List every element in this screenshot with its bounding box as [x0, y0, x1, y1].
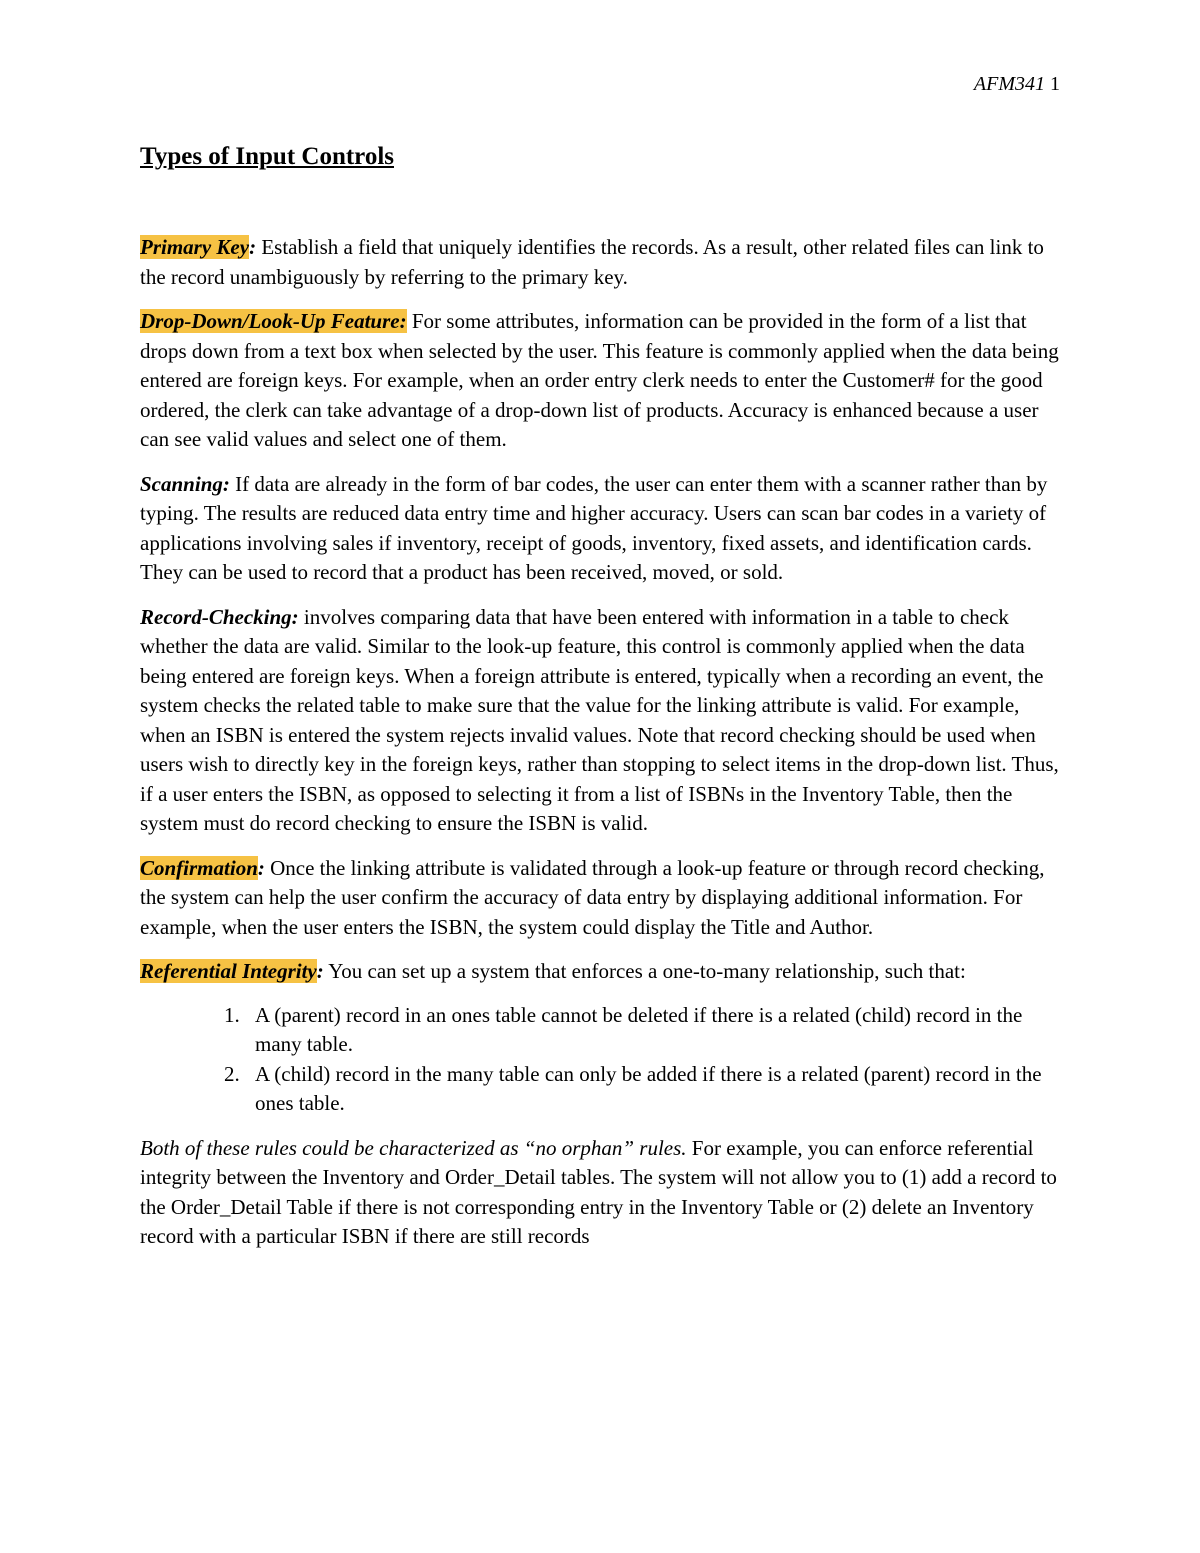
list-item: 1. A (parent) record in an ones table cannot be deleted if there is a related (child) record in the many table. — [245, 1001, 1070, 1060]
page-title: Types of Input Controls — [140, 143, 394, 170]
list-item: 2. A (child) record in the many table can only be added if there is a related (parent) record in the ones table. — [245, 1060, 1070, 1119]
term-record-checking: Record-Checking: — [140, 604, 299, 629]
section-scanning — [140, 470, 1070, 588]
section-record-checking — [140, 603, 1070, 839]
rules-list — [140, 1001, 1070, 1119]
document-body — [140, 233, 1070, 1267]
section-text: If data are already in the form of bar codes, the user can enter them with a scanner rather than by typing. The results are reduced data entry time and higher accuracy. Users can scan bar codes in a variety of applications involving sales if inventory, receipt of goods, inventory, fixed assets, and identification cards. They can be used to record that a product has been received, moved, or sold. — [140, 471, 1048, 584]
term-scanning: Scanning: — [140, 471, 230, 496]
term-colon: : — [399, 309, 407, 333]
section-text: Once the linking attribute is validated through a look-up feature or through record checking, the system can help the user confirm the accuracy of data entry by displaying additional information. For example, when the user enters the ISBN, the system could display the Title and Author. — [140, 855, 1045, 939]
course-code: AFM341 — [973, 73, 1045, 95]
section-primary-key — [140, 233, 1070, 292]
term-confirmation: Confirmation — [140, 855, 258, 880]
closing-paragraph — [140, 1134, 1070, 1252]
section-text: For some attributes, information can be provided in the form of a list that drops down from a text box when selected by the user. This feature is commonly applied when the data being entered are foreign keys. For example, when an order entry clerk needs to enter the Customer# for the good ordered, the clerk can take advantage of a drop-down list of products. Accuracy is enhanced because a user can see valid values and select one of them. — [140, 309, 1059, 451]
term-colon: : — [257, 855, 265, 880]
section-text: You can set up a system that enforces a one-to-many relationship, such that: — [323, 959, 966, 983]
section-text: involves comparing data that have been entered with information in a table to check whether the data are valid. Similar to the look-up feature, this control is commonly applied when the data being entered are foreign keys. When a foreign attribute is entered, typically when a recording an event, the system checks the related table to make sure that the value for the linking attribute is valid. For example, when an ISBN is entered the system rejects invalid values. Note that record checking should be used when users wish to directly key in the foreign keys, rather than stopping to select items in the drop-down list. Thus, if a user enters the ISBN, as opposed to selecting it from a list of ISBNs in the Inventory Table, then the system must do record checking to ensure the ISBN is valid. — [140, 604, 1059, 835]
page-number: 1 — [1050, 73, 1060, 95]
term-colon: : — [316, 959, 324, 983]
page-header — [974, 70, 1060, 98]
term-referential-integrity: Referential Integrity — [140, 959, 317, 983]
closing-text: For example, you can enforce referential integrity between the Inventory and Order_Detail tables. The system will not allow you to (1) add a record to the Order_Detail Table if there is not corresponding entry in the Inventory Table or (2) delete an Inventory record with a particular ISBN if there are still records — [140, 1135, 1057, 1248]
term-colon: : — [249, 235, 257, 259]
section-drop-down-look-up — [140, 307, 1070, 455]
section-text: Establish a field that uniquely identifies the records. As a result, other related files can link to the record unambiguously by referring to the primary key. — [140, 235, 1044, 289]
section-referential-integrity — [140, 957, 1070, 987]
section-confirmation — [140, 854, 1070, 943]
term-primary-key: Primary Key — [140, 235, 250, 259]
term-drop-down-look-up: Drop-Down/Look-Up Feature — [140, 309, 400, 333]
closing-italic-lead: Both of these rules could be characterized as “no orphan” rules. — [140, 1135, 687, 1160]
